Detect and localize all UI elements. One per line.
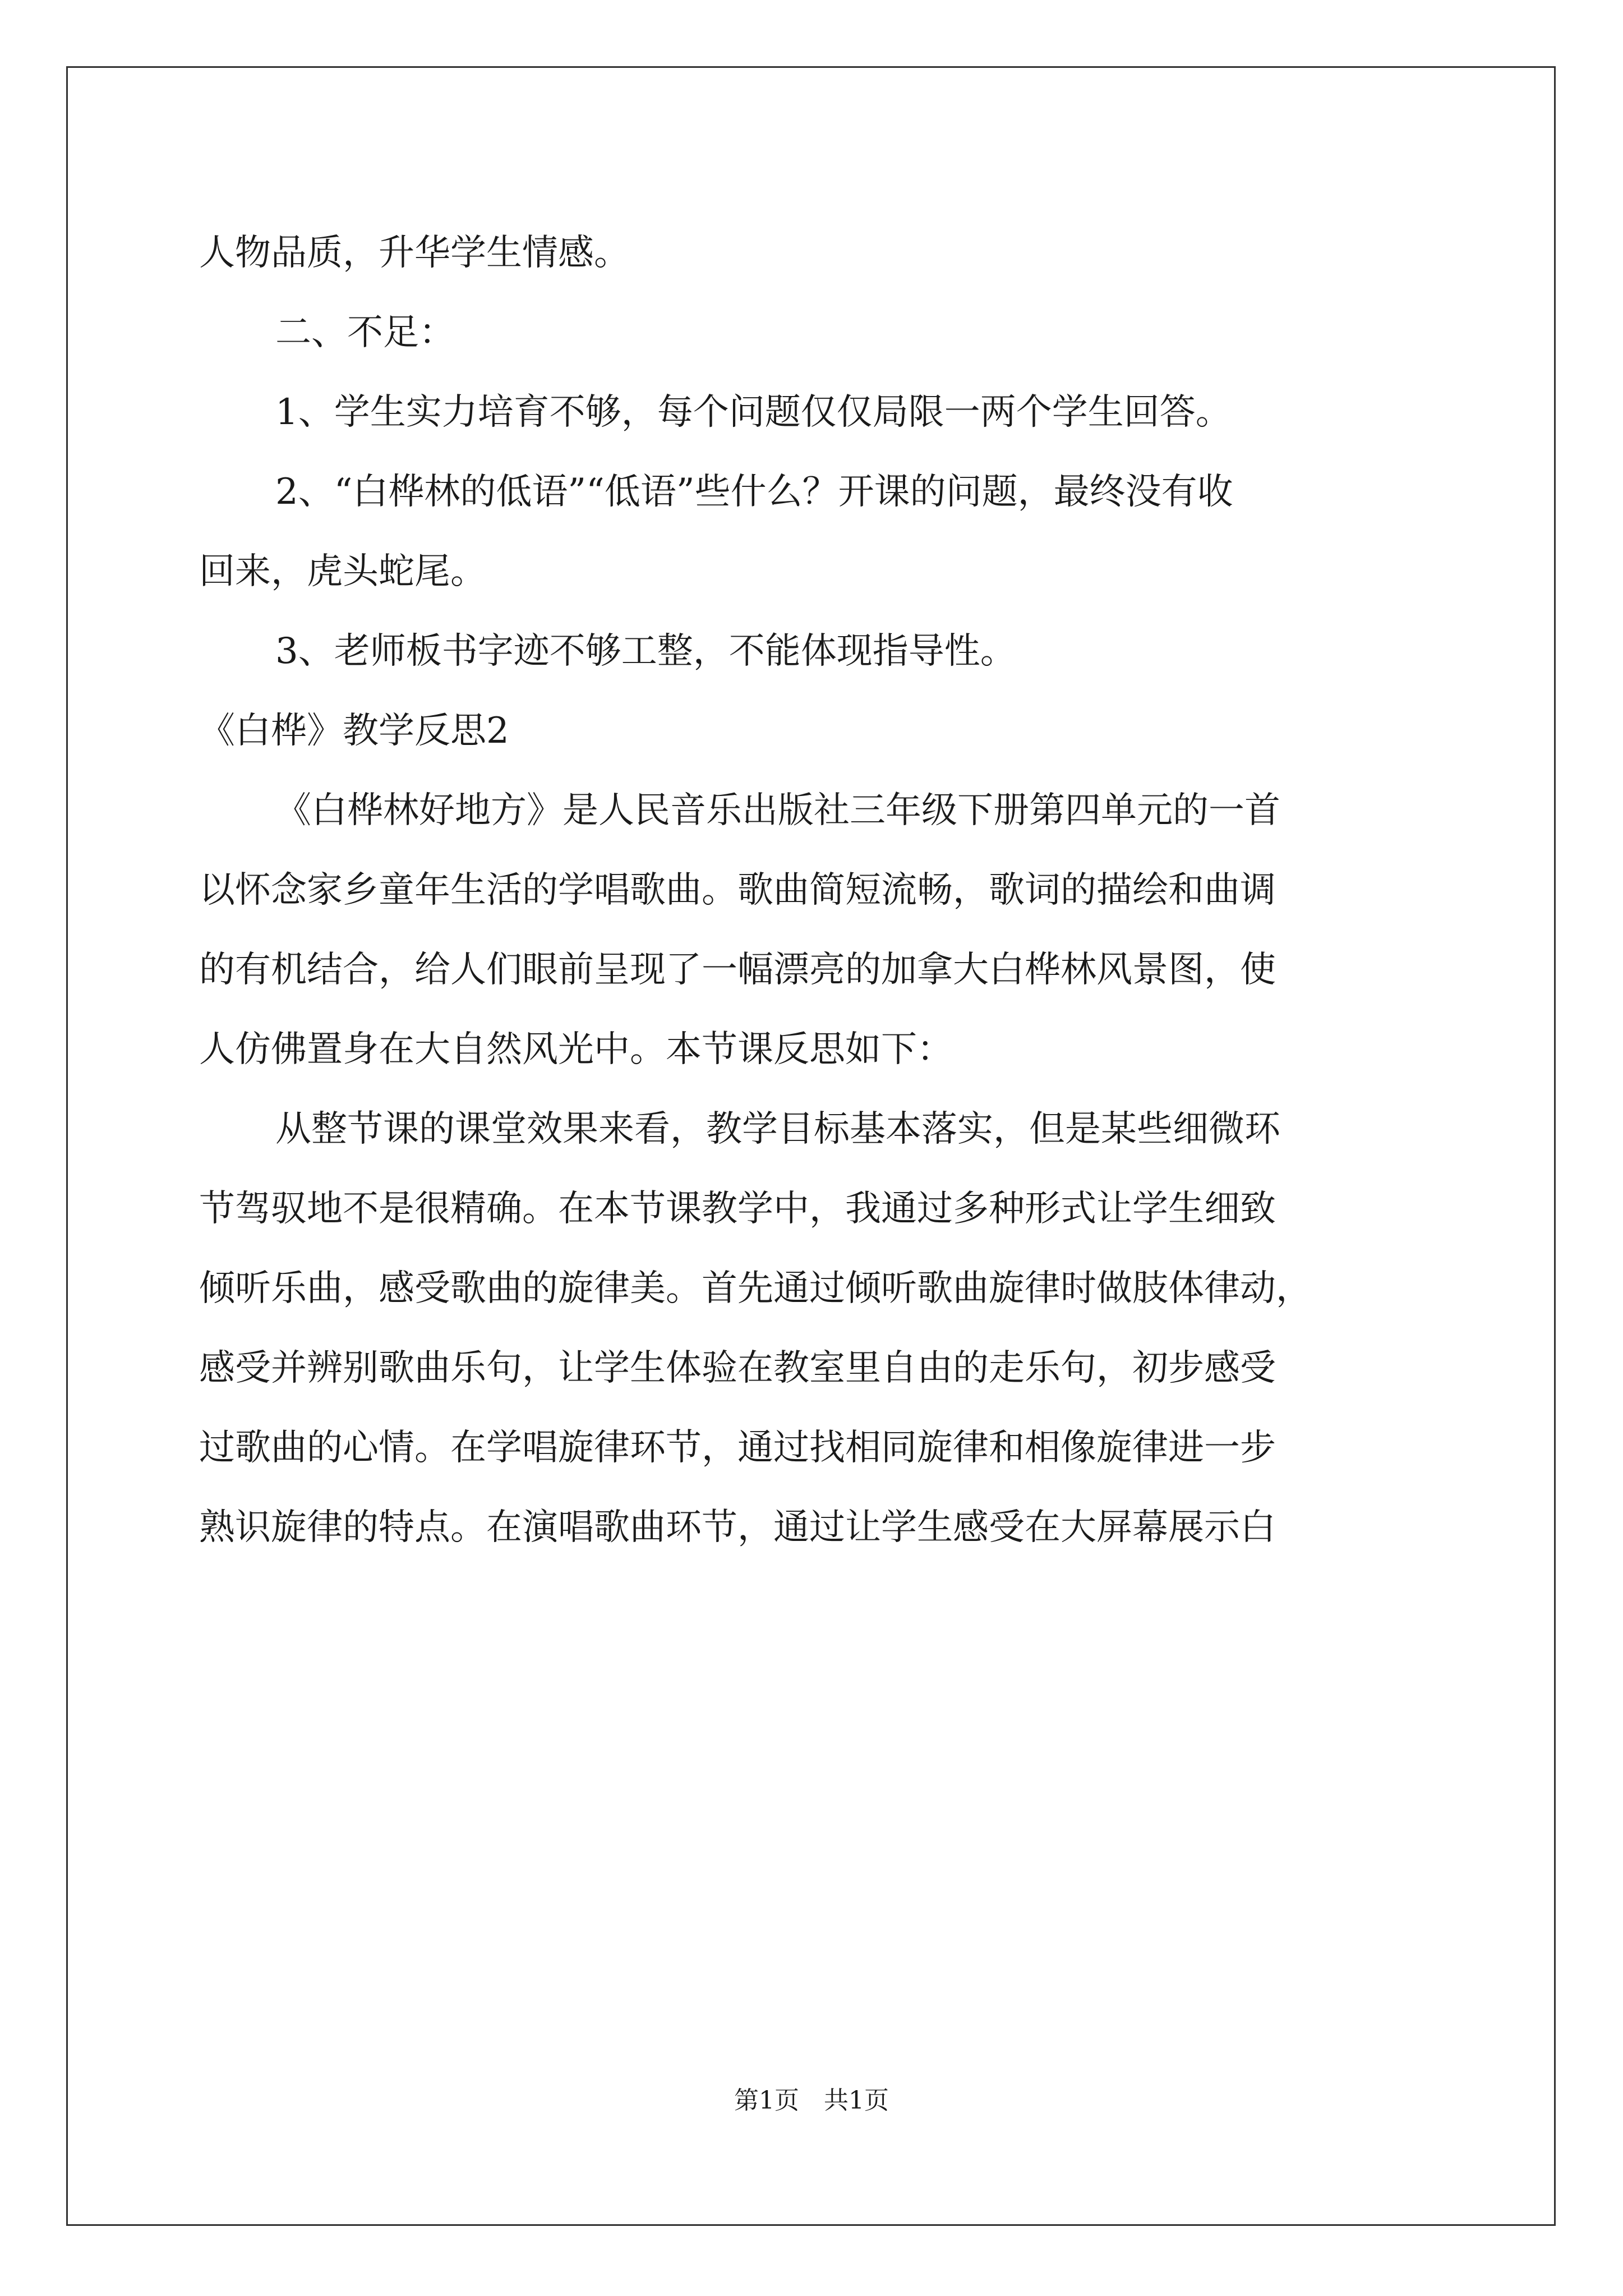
section-heading-shortcomings: 二、不足： (275, 312, 455, 353)
text-line: 的有机结合，给人们眼前呈现了一幅漂亮的加拿大白桦林风景图，使 (199, 949, 1276, 991)
text-line: 以怀念家乡童年生活的学唱歌曲。歌曲简短流畅，歌词的描绘和曲调 (199, 869, 1276, 911)
list-item: 2、“白桦林的低语”“低语”些什么？开课的问题，最终没有收 (275, 471, 1233, 513)
list-item: 1、学生实力培育不够，每个问题仅仅局限一两个学生回答。 (275, 392, 1232, 433)
text-line: 感受并辨别歌曲乐句，让学生体验在教室里自由的走乐句，初步感受 (199, 1347, 1276, 1389)
text-line: 回来，虎头蛇尾。 (199, 551, 486, 592)
text-line: 人物品质，升华学生情感。 (199, 232, 630, 274)
text-line: 节驾驭地不是很精确。在本节课教学中，我通过多种形式让学生细致 (199, 1188, 1276, 1230)
page-number-footer: 第1页 共1页 (734, 2086, 889, 2115)
list-item: 3、老师板书字迹不够工整，不能体现指导性。 (275, 631, 1016, 672)
paragraph-start: 《白桦林好地方》是人民音乐出版社三年级下册第四单元的一首 (275, 790, 1280, 831)
text-line: 过歌曲的心情。在学唱旋律环节，通过找相同旋律和相像旋律进一步 (199, 1427, 1276, 1469)
document-body (199, 213, 1433, 1567)
paragraph-start: 从整节课的课堂效果来看，教学目标基本落实，但是某些细微环 (275, 1108, 1280, 1150)
text-line: 倾听乐曲，感受歌曲的旋律美。首先通过倾听歌曲旋律时做肢体律动， (199, 1268, 1312, 1309)
text-line: 人仿佛置身在大自然风光中。本节课反思如下： (199, 1029, 953, 1070)
text-line: 熟识旋律的特点。在演唱歌曲环节，通过让学生感受在大屏幕展示白 (199, 1507, 1276, 1548)
article-title: 《白桦》教学反思2 (199, 710, 509, 752)
